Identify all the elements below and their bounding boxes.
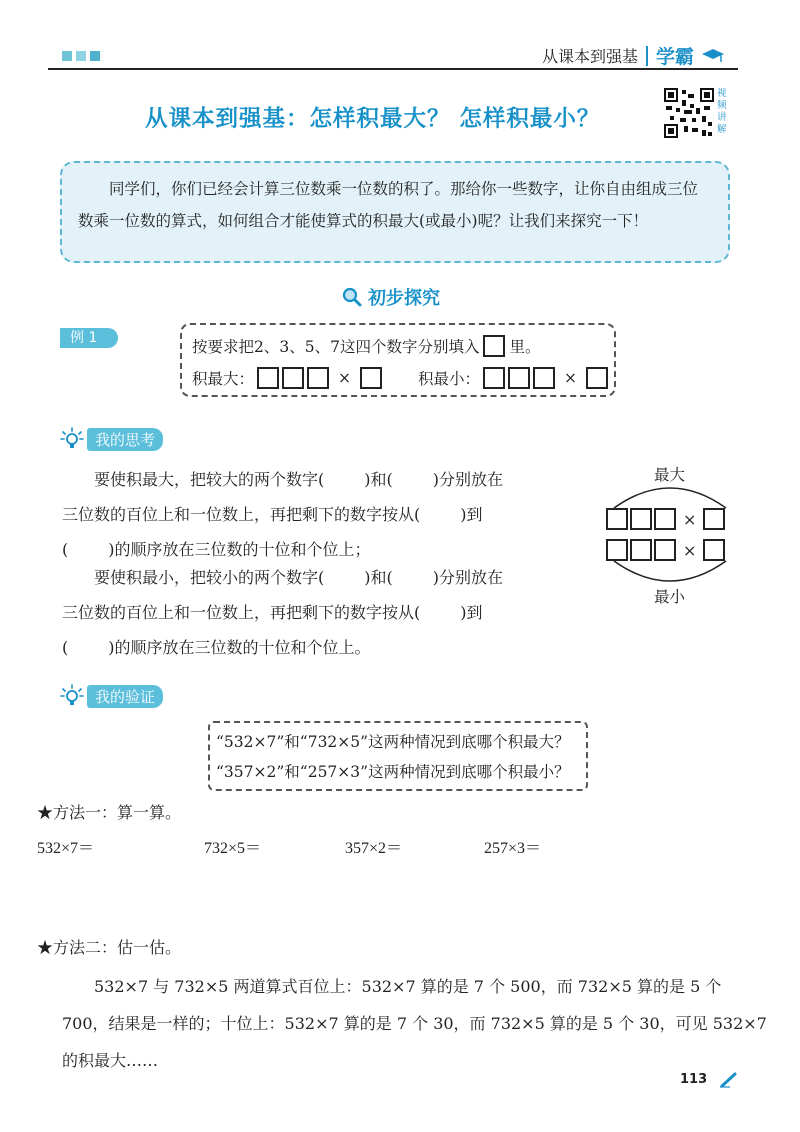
header-divider [646, 46, 648, 66]
diagram-max-row [606, 508, 727, 530]
calc-item: 357×2＝ [345, 840, 403, 857]
verify-tag-label: 我的验证 [87, 685, 163, 708]
min-digit-box[interactable] [586, 367, 608, 389]
example-box [180, 323, 616, 397]
header-rule [48, 68, 738, 70]
text: 要使积最大，把较大的两个数字( [94, 470, 325, 489]
page-title: 从课本到强基：怎样积最大？ 怎样积最小？ [145, 106, 601, 132]
verify-tag [60, 684, 163, 708]
diagram-max-label: 最大 [654, 466, 686, 484]
method1-title: ★方法一：算一算。 [37, 803, 182, 822]
diagram-arcs [600, 463, 740, 605]
thinking-min-paragraph [62, 560, 562, 665]
text: )分别放在 [432, 470, 503, 489]
text: )和( [364, 470, 393, 489]
method2-line: 532×7 与 732×5 两道算式百位上：532×7 算的是 7 个 500，而 732×5 算的是 5 个 [94, 977, 722, 996]
verify-question-box [208, 721, 588, 791]
method2-line: 700，结果是一样的；十位上：532×7 算的是 7 个 30，而 732×5 算的是 5 个 30，可见 532×7 [62, 1014, 767, 1033]
times-sign: × [683, 540, 697, 560]
qr-code-icon[interactable] [664, 88, 714, 138]
question-2: “357×2”和“257×3”这两种情况到底哪个积最小？ [216, 763, 570, 781]
text: )的顺序放在三位数的十位和个位上。 [108, 638, 371, 657]
diagram-min-label: 最小 [654, 588, 686, 606]
text: ( [62, 638, 69, 657]
calc-item: 257×3＝ [484, 840, 542, 857]
method2-text [62, 968, 767, 1079]
question-1: “532×7”和“732×5”这两种情况到底哪个积最大？ [216, 733, 570, 751]
text: )到 [460, 505, 483, 524]
max-digit-box[interactable] [307, 367, 329, 389]
method2-title: ★方法二：估一估。 [37, 938, 182, 957]
answer-box [483, 335, 505, 357]
text: )分别放在 [432, 568, 503, 587]
example-answers [192, 367, 608, 389]
times-sign: × [683, 509, 697, 529]
min-digit-box[interactable] [533, 367, 555, 389]
method2-line: 的积最大…… [62, 1051, 159, 1070]
header-brand: 学霸 [655, 46, 694, 68]
instruction-end: 里。 [509, 338, 541, 356]
instruction-text: 按要求把2、3、5、7这四个数字分别填入 [192, 338, 480, 356]
max-digit-box[interactable] [282, 367, 304, 389]
min-digit-box[interactable] [483, 367, 505, 389]
magnifier-icon [342, 287, 362, 307]
example-instruction [192, 335, 540, 357]
page-number: 113 [680, 1072, 708, 1087]
header-right [542, 42, 724, 69]
text: 三位数的百位上和一位数上，再把剩下的数字按从( [62, 505, 421, 524]
qr-label: 视频讲解 [717, 88, 727, 135]
pencil-icon [720, 1072, 738, 1088]
thinking-tag [60, 427, 163, 451]
thinking-max-paragraph [62, 462, 562, 567]
max-digit-box[interactable] [257, 367, 279, 389]
thinking-tag-label: 我的思考 [87, 428, 163, 451]
text: 三位数的百位上和一位数上，再把剩下的数字按从( [62, 603, 421, 622]
times-sign: × [338, 369, 352, 387]
graduation-cap-icon [702, 49, 724, 63]
lightbulb-icon [60, 427, 84, 451]
diagram-min-row [606, 539, 727, 561]
text: 要使积最小，把较小的两个数字( [94, 568, 325, 587]
arrangement-diagram [600, 463, 740, 605]
min-digit-box[interactable] [508, 367, 530, 389]
max-label: 积最大： [192, 370, 255, 388]
text: )和( [364, 568, 393, 587]
intro-text: 同学们，你们已经会计算三位数乘一位数的积了。那给你一些数字，让你自由组成三位数乘一位数的算式，如何组合才能使算式的积最大(或最小)呢？让我们来探究一下！ [78, 180, 699, 230]
text: )到 [460, 603, 483, 622]
text: )的顺序放在三位数的十位和个位上； [108, 540, 371, 559]
text: ( [62, 540, 69, 559]
times-sign: × [564, 369, 578, 387]
lightbulb-icon [60, 684, 84, 708]
section-heading [342, 284, 440, 310]
example-tag: 例 1 [60, 328, 118, 348]
header-section-name: 从课本到强基 [541, 47, 638, 66]
header-decoration [62, 51, 100, 61]
intro-box [60, 161, 730, 263]
calc-item: 732×5＝ [204, 840, 262, 857]
max-digit-box[interactable] [360, 367, 382, 389]
calc-item: 532×7＝ [37, 840, 95, 857]
min-label: 积最小： [418, 370, 481, 388]
section-title: 初步探究 [368, 288, 440, 309]
